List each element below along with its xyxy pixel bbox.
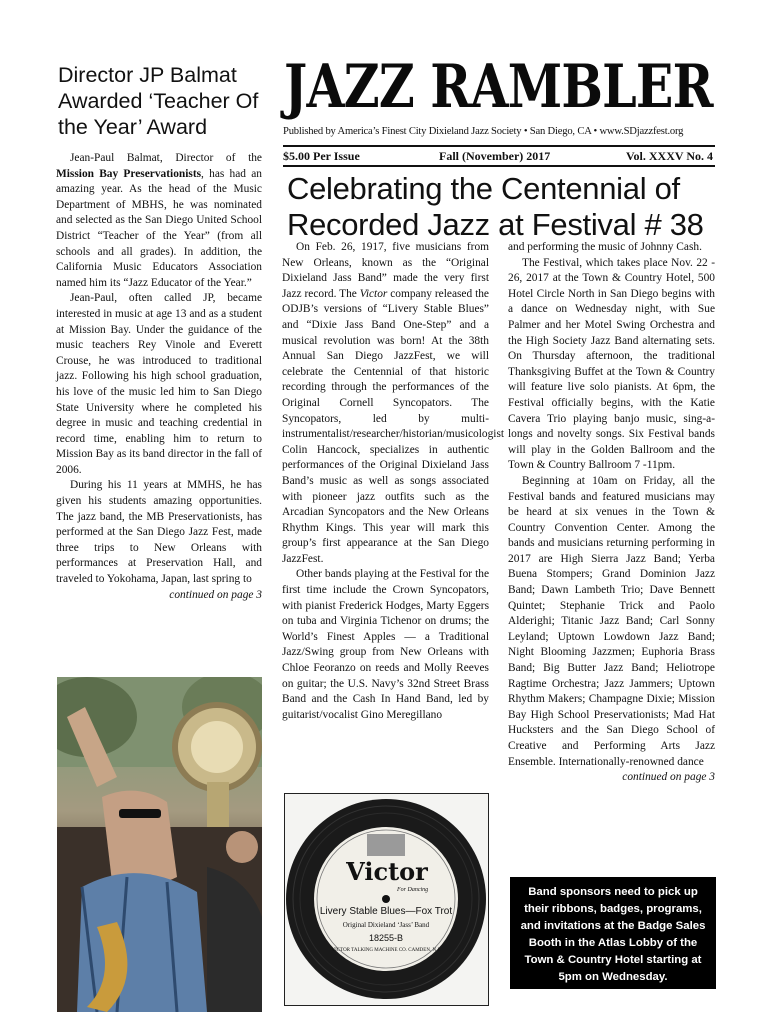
main-article-paragraph: and performing the music of Johnny Cash.	[508, 241, 702, 253]
paragraph-text: On Feb. 26, 1917, five musicians from New Orleans, known as the “Original Dixieland Jass Band” made the very first Jazz record. The	[282, 241, 489, 300]
issue-info-bar	[283, 148, 713, 164]
masthead-bottom-rule	[283, 165, 715, 167]
left-article-paragraph: During his 11 years at MMHS, he has given his students amazing opportunities. The jazz band, the MB Preservationists, has performed at the San Diego Jazz Fest, made three trips to New Orleans with performances at Preservation Hall, and traveled to Yokohama, Japan, last spring to	[56, 479, 262, 586]
main-article-column-2	[508, 240, 715, 786]
victor-record-image	[284, 793, 489, 1006]
record-brand: Victor	[346, 857, 428, 886]
masthead-top-rule	[283, 145, 715, 147]
main-article-paragraph: Other bands playing at the Festival for the first time include the Crown Syncopators, with pianist Frederick Hodges, Marty Eggers on tuba and Virginia Tichenor on drums; the World’s Finest Apples — a Traditional Jazz/Swing group from New Orleans with Chloe Feoranzo on reeds and Molly Reeves on guitar; the U.S. Navy’s 32nd Street Brass Band and the Cash In Hand Band, led by guitarist/vocalist Gino Meregillano	[282, 568, 489, 721]
left-article-paragraph: Jean-Paul, often called JP, became interested in music at age 13 and as a student at Mission Bay. Under the guidance of the music teachers Rey Vinole and Everett Crouse, he was introduced to traditional jazz. Following his high school graduation, his love of the music led him to San Diego State University where he completed his degree in music and teaching credential in record time, enabling him to return to Mission Bay as its band director in the fall of 2006.	[56, 292, 262, 476]
main-continued-note: continued on page 3	[622, 771, 715, 784]
left-article-headline: Director JP Balmat Awarded ‘Teacher Of the Year’ Award	[58, 63, 259, 139]
main-article-paragraph: Beginning at 10am on Friday, all the Festival bands and featured musicians may be heard at six venues in the Town & Country Convention Center. Among the bands and musicians returning performing in 2017 are High Sierra Jazz Band; Yerba Buena Stompers; Grand Dominion Jazz Band; Dawn Lambeth Trio; Dave Bennett Quintet; Stephanie Trick and Paolo Alderighi; Titanic Jazz Band; Carl Sonny Leyland; Uptown Lowdown Jazz Band; Night Blooming Jazzmen; Euphoria Brass Band; Big Butter Jazz Band; Heliotrope Ragtime Orchestra; Jazz Jammers; Uptown Rhythm Makers; Champagne Dixie; Mission Bay High School Preservationists; Mad Hat Hucksters and the San Diego School of Creative and Performing Arts Jazz Ensemble. Internationally-renowned dance	[508, 474, 715, 768]
main-article-paragraph	[282, 240, 505, 567]
issue-price: $5.00 Per Issue	[283, 149, 360, 163]
band-sponsors-callout	[510, 877, 716, 989]
publisher-line: Published by America’s Finest City Dixieland Jazz Society • San Diego, CA • www.SDjazzfest.org	[283, 126, 684, 137]
band-performance-photo	[57, 677, 262, 1012]
record-song-title: Livery Stable Blues—Fox Trot	[319, 906, 453, 917]
paragraph-lead-text: Jean-Paul Balmat, Director of the	[70, 152, 262, 164]
record-band-name: Original Dixieland ‘Jass’ Band	[342, 921, 430, 929]
issue-volume: Vol. XXXV No. 4	[625, 149, 713, 163]
record-rim-text: VICTOR TALKING MACHINE CO. CAMDEN, N.J.	[331, 948, 441, 953]
paragraph-rest-text: , has had an amazing year. As the head of the Music Department of MBHS, he was nominated and selected as the San Diego United School District “Teacher of the Year” (from all schools and all grades). In addition, the California Music Educators Association named him its “Jazz Educator of the Year.”	[56, 167, 262, 289]
main-article-column-1	[282, 240, 505, 723]
paragraph-text: company released the ODJB’s versions of “Livery Stable Blues” and “Dixie Jass Band One-Step” and a musical revolution was born! At the 38th Annual San Diego JazzFest, we will celebrate the Centennial of that historic recording through the performances of the Original Cornell Syncopators. The Syncopators, led by multi-instrumentalist/researcher/historian/musicologist Colin Hancock, specializes in authentic performances of the Original Dixieland Jass Band’s music as well as songs associated with pioneer jazz outfits such as the Arcadian Syncopators and the New Orleans Rhythm Kings. This year will mark this group’s first appearance at the San Diego JazzFest.	[282, 287, 505, 565]
left-article-paragraph	[56, 151, 262, 291]
record-label-text	[285, 794, 487, 1004]
main-article-headline: Celebrating the Centennial of Recorded Jazz at Festival # 38	[287, 171, 704, 242]
callout-text: Band sponsors need to pick up their ribbons, badges, programs, and invitations at the Badge Sales Booth in the Atlas Lobby of the Town & Country Hotel starting at 5pm on Wednesday.	[520, 886, 706, 983]
record-catalog-number: 18255-B	[368, 933, 404, 943]
left-continued-note: continued on page 3	[169, 588, 262, 601]
masthead-title	[284, 52, 714, 122]
band-photo-illustration	[57, 677, 262, 1012]
issue-date: Fall (November) 2017	[439, 149, 551, 163]
record-for-dancing: For Dancing	[397, 887, 429, 893]
main-article-paragraph: The Festival, which takes place Nov. 22 - 26, 2017 at the Town & Country Hotel, 500 Hotel Circle North in San Diego begins with a dance on Wednesday night, with Sue Palmer and her Motel Swing Orchestra and the High Society Jazz Band alternating sets. On Thursday afternoon, the traditional Thanksgiving Buffet at the Town & Country will feature live solo pianists. At 6pm, the Festival officially begins, with the Katie Cavera Trio playing banjo music, sing-a-longs and novelty songs. Six Festival bands will play in the Golden Ballroom and the Town & Country Ballroom 7 -11pm.	[508, 256, 715, 472]
victor-company-name: Victor	[359, 287, 388, 300]
masthead-title-text: JAZZ RAMBLER	[284, 52, 713, 122]
left-article-body	[56, 151, 262, 603]
mission-bay-preservationists-name: Mission Bay Preservationists	[56, 167, 202, 180]
